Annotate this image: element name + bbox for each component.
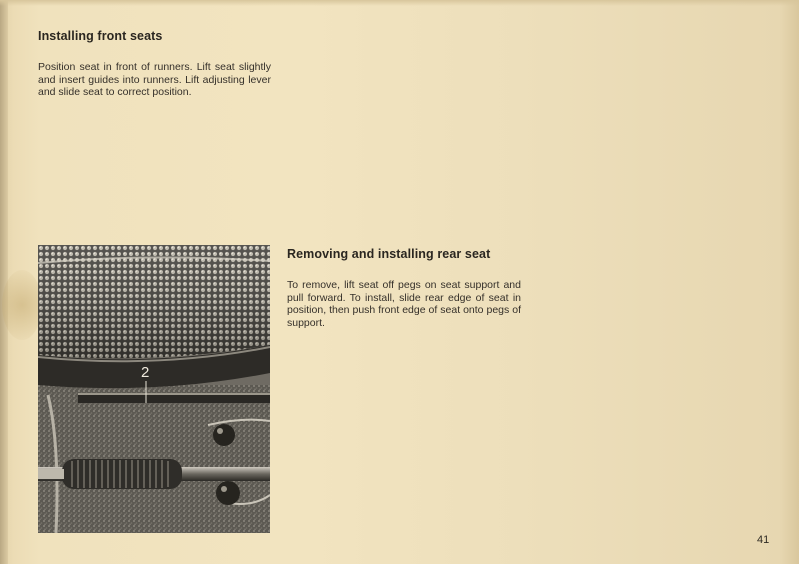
seat-support-photo bbox=[38, 245, 270, 533]
page-number: 41 bbox=[757, 534, 770, 546]
section-text-front-seats: Position seat in front of runners. Lift seat slightly and insert guides into runners. Lift adjusting lever and slide seat to correct position. bbox=[38, 61, 271, 99]
section-heading-front-seats: Installing front seats bbox=[38, 29, 163, 43]
section-heading-rear-seat: Removing and installing rear seat bbox=[287, 247, 491, 261]
section-text-rear-seat: To remove, lift seat off pegs on seat support and pull forward. To install, slide rear edge of seat in position, then push front edge of seat onto pegs of support. bbox=[287, 279, 521, 329]
age-stain bbox=[2, 270, 42, 340]
callout-label: 2 bbox=[141, 364, 150, 381]
